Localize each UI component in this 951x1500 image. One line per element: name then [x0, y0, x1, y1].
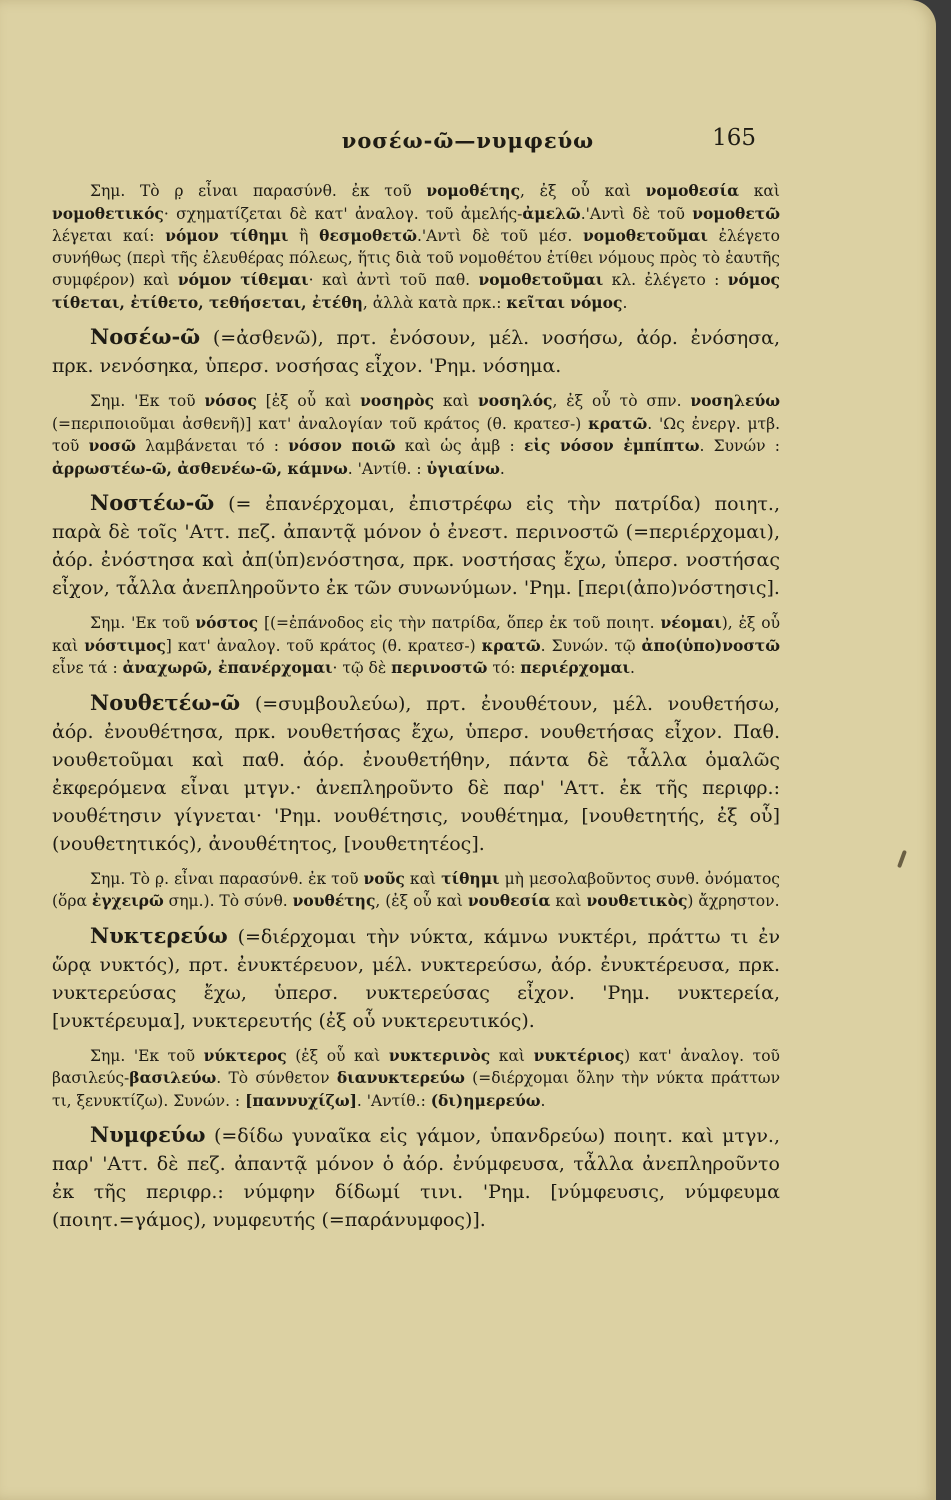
note-noutheteo: Σημ. Τὸ ρ̣. εἶναι παρασύνθ. ἐκ τοῦ νοῦς καὶ τίθημι μὴ μεσολαβοῦντος συνθ. ὀνόματος (ὅρα ἐγχειρῶ σημ.). Τὸ σύνθ. νουθέτης, (ἐξ οὗ καὶ νουθεσία καὶ νουθετικὸς) ἄχρηστον.: [52, 868, 780, 910]
running-head: νοσέω-ῶ—νυμφεύω: [341, 128, 595, 153]
entry-nyktereuo: Νυκτερεύω (=διέρχομαι τὴν νύκτα, κάμνω νυκτέρι, πράττω τι ἐν ὥρᾳ νυκτός), πρτ. ἐνυκτέρευον, μέλ. νυκτερεύσω, ἀόρ. ἐνυκτέρευσα, πρκ. νυκτερεύσας ἔχω, ὑπερσ. νυκτερεύσας εἶχον. 'Ρημ. νυκτερεία, [νυκτέρευμα], νυκτερευτής (ἐξ οὗ νυκτερευτικός).: [52, 922, 780, 1032]
headword: Νυκτερεύω: [90, 922, 228, 948]
headword: Νουθετέω-ῶ: [90, 689, 241, 715]
entry-noseo: Νοσέω-ῶ (=ἀσθενῶ), πρτ. ἐνόσουν, μέλ. νοσήσω, ἀόρ. ἐνόσησα, πρκ. νενόσηκα, ὑπερσ. νοσήσας εἶχον. 'Ρημ. νόσημα.: [52, 324, 780, 377]
headword: Νοστέω-ῶ: [90, 490, 215, 515]
entry-nymfeuo: Νυμφεύω (=δίδω γυναῖκα εἰς γάμον, ὑπανδρεύω) ποιητ. καὶ μτγν., παρ' 'Αττ. δὲ πεζ. ἀπαντᾷ μόνον ὁ ἀόρ. ἐνύμφευσα, τἆλλα ἀνεπληροῦντο ἐκ τῆς περιφρ.: νύμφην δίδωμί τινι. 'Ρημ. [νύμφευσις, νύμφευμα (ποιητ.=γάμος), νυμφευτής (=παράνυμφος)].: [52, 1122, 780, 1231]
headword: Νοσέω-ῶ: [90, 324, 201, 349]
headword: Νυμφεύω: [90, 1122, 206, 1147]
page-number: 165: [712, 125, 756, 151]
ink-mark: [897, 850, 907, 868]
page-header: [0, 125, 936, 158]
note-noseo: Σημ. 'Εκ τοῦ νόσος [ἐξ οὗ καὶ νοσηρὸς καὶ νοσηλός, ἐξ οὗ τὸ σπν. νοσηλεύω (=περιποιοῦμαι ἀσθενῆ)] κατ' ἀναλογίαν τοῦ κράτος (θ. κρατεσ-) κρατῶ. 'Ως ἐνεργ. μτβ. τοῦ νοσῶ λαμβάνεται τό : νόσον ποιῶ καὶ ὡς ἀμβ : εἰς νόσον ἐμπίπτω. Συνών : ἀρρωστέω-ῶ, ἀσθενέω-ῶ, κάμνω. 'Αντίθ. : ὑγιαίνω.: [52, 391, 780, 478]
entry-nosteo: Νοστέω-ῶ (= ἐπανέρχομαι, ἐπιστρέφω εἰς τὴν πατρίδα) ποιητ., παρὰ δὲ τοῖς 'Αττ. πεζ. ἀπαντᾷ μόνον ὁ ἐνεστ. περινοστῶ (=περιέρχομαι), ἀόρ. ἐνόστησα καὶ ἀπ(ὑπ)ενόστησα, πρκ. νοστήσας ἔχω, ὑπερσ. νοστήσας εἶχον, τἆλλα ἀνεπληροῦντο ἐκ τῶν συνωνύμων. 'Ρημ. [περι(ἀπο)νόστησις].: [52, 490, 780, 599]
note-nosteo: Σημ. 'Εκ τοῦ νόστος [(=ἐπάνοδος εἰς τὴν πατρίδα, ὅπερ ἐκ τοῦ ποιητ. νέομαι), ἐξ οὗ καὶ νόστιμος] κατ' ἀναλογ. τοῦ κράτος (θ. κρατεσ-) κρατῶ. Συνών. τῷ ἀπο(ὑπο)νοστῶ εἶνε τά : ἀναχωρῶ, ἐπανέρχομαι· τῷ δὲ περινοστῶ τό: περιέρχομαι.: [52, 613, 781, 677]
note-nyktereuo: Σημ. 'Εκ τοῦ νύκτερος (ἐξ οὗ καὶ νυκτερινὸς καὶ νυκτέριος) κατ' ἀναλογ. τοῦ βασιλεύς-βασιλεύω. Τὸ σύνθετον διανυκτερεύω (=διέρχομαι ὅλην τὴν νύκτα πράττων τι, ξενυκτίζω). Συνών. : [παννυχίζω]. 'Αντίθ.: (δι)ημερεύω.: [52, 1045, 780, 1110]
page-text: [52, 180, 780, 1244]
entry-noutheteo: Νουθετέω-ῶ (=συμβουλεύω), πρτ. ἐνουθέτουν, μέλ. νουθετήσω, ἀόρ. ἐνουθέτησα, πρκ. νουθετήσας ἔχω, ὑπερσ. νουθετήσας εἶχον. Παθ. νουθετοῦμαι καὶ παθ. ἀόρ. ἐνουθετήθην, πάντα δὲ τἆλλα ὁμαλῶς ἐκφερόμενα εἶναι μτγν.· ἀνεπληροῦντο δὲ παρ' 'Αττ. ἐκ τῆς περιφρ.: νουθέτησιν γίγνεται· 'Ρημ. νουθέτησις, νουθέτημα, [νουθετητής, ἐξ οὗ] (νουθετητικός), ἀνουθέτητος, [νουθετητέος].: [52, 689, 780, 855]
note-nomotheteo: Σημ. Τὸ ρ̣ εἶναι παρασύνθ. ἐκ τοῦ νομοθέτης, ἐξ οὗ καὶ νομοθεσία καὶ νομοθετικός· σχηματίζεται δὲ κατ' ἀναλογ. τοῦ ἀμελής-ἀμελῶ.'Αντὶ δὲ τοῦ νομοθετῶ λέγεται καί: νόμον τίθημι ἢ θεσμοθετῶ.'Αντὶ δὲ τοῦ μέσ. νομοθετοῦμαι ἐλέγετο συνήθως (περὶ τῆς ἐλευθέρας πόλεως, ἥτις διὰ τοῦ νομοθέτου ἐτίθει νόμους πρὸς τὸ ἑαυτῆς συμφέρον) καὶ νόμον τίθεμαι· καὶ ἀντὶ τοῦ παθ. νομοθετοῦμαι κλ. ἐλέγετο : νόμος τίθεται, ἐτίθετο, τεθήσεται, ἐτέθη, ἀλλὰ κατὰ πρκ.: κεῖται νόμος.: [52, 181, 780, 312]
